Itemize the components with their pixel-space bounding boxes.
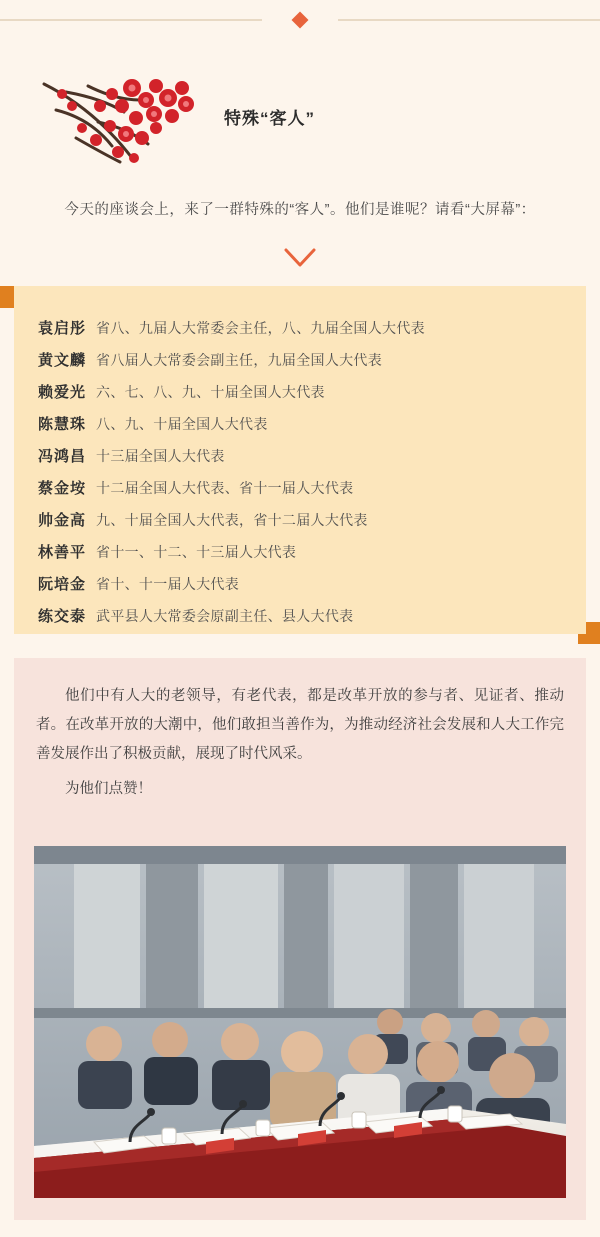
guest-titles: 省十一、十二、十三届人大代表 bbox=[96, 544, 297, 560]
guest-name: 袁启彤 bbox=[38, 320, 87, 337]
guest-titles: 六、七、八、九、十届全国人大代表 bbox=[96, 384, 325, 400]
guest-list-section bbox=[0, 286, 600, 634]
body-paragraph-1: 他们中有人大的老领导，有老代表，都是改革开放的参与者、见证者、推动者。在改革开放的大潮中，他们敢担当善作为，为推动经济社会发展和人大工作完善发展作出了积极贡献，展现了时代风采。 bbox=[36, 688, 564, 762]
plum-blossom-icon bbox=[36, 66, 226, 176]
list-item bbox=[38, 376, 562, 408]
list-item bbox=[38, 536, 562, 568]
guest-name: 赖爱光 bbox=[38, 384, 87, 401]
guest-titles: 省八、九届人大常委会主任，八、九届全国人大代表 bbox=[96, 320, 425, 336]
list-item bbox=[38, 568, 562, 600]
guest-titles: 八、九、十届全国人大代表 bbox=[96, 416, 268, 432]
diamond-icon bbox=[292, 12, 309, 29]
guest-titles: 十二届全国人大代表、省十一届人大代表 bbox=[96, 480, 354, 496]
guest-name: 陈慧珠 bbox=[38, 416, 87, 433]
list-item bbox=[38, 472, 562, 504]
guest-name: 冯鸿昌 bbox=[38, 448, 87, 465]
guest-titles: 省八届人大常委会副主任，九届全国人大代表 bbox=[96, 352, 383, 368]
guest-titles: 九、十届全国人大代表，省十二届人大代表 bbox=[96, 512, 368, 528]
guest-name: 黄文麟 bbox=[38, 352, 87, 369]
guest-list-card bbox=[14, 286, 586, 634]
list-item bbox=[38, 344, 562, 376]
page-title: 特殊“客人” bbox=[224, 109, 315, 128]
body-paragraph-2: 为他们点赞！ bbox=[65, 781, 152, 797]
guest-name: 阮培金 bbox=[38, 576, 87, 593]
chevron-down-icon bbox=[282, 246, 318, 270]
divider-line-left bbox=[0, 19, 262, 21]
divider-line-right bbox=[338, 19, 600, 21]
guest-titles: 十三届全国人大代表 bbox=[96, 448, 225, 464]
guest-name: 林善平 bbox=[38, 544, 87, 561]
top-ornament-bar bbox=[0, 0, 600, 40]
list-item bbox=[38, 504, 562, 536]
guest-name: 练交泰 bbox=[38, 608, 87, 625]
intro-text: 今天的座谈会上，来了一群特殊的“客人”。他们是谁呢？请看“大屏幕”： bbox=[64, 202, 536, 218]
list-item bbox=[38, 600, 562, 632]
title-block bbox=[0, 58, 600, 178]
list-item bbox=[38, 312, 562, 344]
meeting-photo bbox=[34, 846, 566, 1198]
list-item bbox=[38, 440, 562, 472]
body-card bbox=[14, 658, 586, 1220]
guest-name: 蔡金垵 bbox=[38, 480, 87, 497]
list-item bbox=[38, 408, 562, 440]
guest-titles: 武平县人大常委会原副主任、县人大代表 bbox=[96, 608, 354, 624]
guest-name: 帅金高 bbox=[38, 512, 87, 529]
guest-titles: 省十、十一届人大代表 bbox=[96, 576, 240, 592]
